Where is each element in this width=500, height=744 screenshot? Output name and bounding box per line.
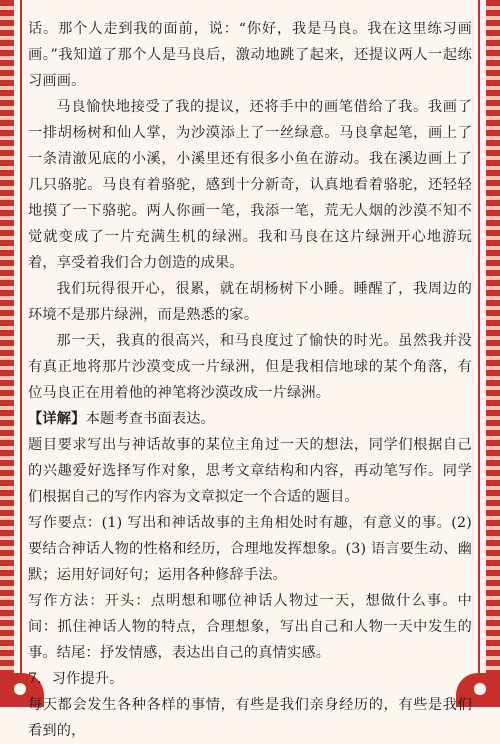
explanation-text: 本题考查书面表达。 — [85, 411, 216, 427]
story-paragraph-3: 我们玩得很开心，很累，就在胡杨树下小睡。睡醒了，我周边的环境不是那片绿洲，而是熟悉的家。 — [28, 281, 472, 323]
left-border-decoration — [0, 0, 14, 707]
story-paragraph-2: 马良愉快地接受了我的提议，还将手中的画笔借给了我。我画了一排胡杨树和仙人掌，为沙漠添上了一丝绿意。马良拿起笔，画上了一条清澈见底的小溪，小溪里还有很多小鱼在游动。我在溪边画上了几只骆驼。马良有着骆驼，感到十分新奇，认真地看着骆驼，还轻轻地摸了一下骆驼。两人你画一笔，我添一笔，荒无人烟的沙漠不知不觉就变成了一片充满生机的绿洲。我和马良在这片绿洲开心地游玩着，享受着我们合力创造的成果。 — [28, 99, 472, 271]
explanation-heading — [28, 406, 472, 432]
analysis-paragraph: 题目要求写出与神话故事的某位主角过一天的想法，同学们根据自己的兴趣爱好选择写作对象，思考文章结构和内容，再动笔写作。同学们根据自己的写作内容为文章拟定一个合适的题目。 — [28, 437, 472, 505]
explanation-label: 【详解】 — [28, 411, 86, 427]
writing-method-paragraph: 写作方法：开头：点明想和哪位神话人物过一天，想做什么事。中间：抓住神话人物的特点，合理想象，写出自己和人物一天中发生的事。结尾：抒发情感，表达出自己的真情实感。 — [28, 593, 472, 661]
writing-points-paragraph: 写作要点：(1) 写出和神话故事的主角相处时有趣，有意义的事。(2) 要结合神话人物的性格和经历，合理地发挥想象。(3) 语言要生动、幽默；运用好词好句；运用各种修辞手法。 — [28, 515, 472, 583]
question-heading: 7．习作提升。 — [28, 671, 124, 687]
right-border-decoration — [486, 0, 500, 707]
corner-dot-right — [474, 683, 486, 695]
question-text: 每天都会发生各种各样的事情，有些是我们亲身经历的，有些是我们看到的， — [28, 697, 472, 739]
corner-dot-left — [14, 683, 26, 695]
story-paragraph-4: 那一天，我真的很高兴，和马良度过了愉快的时光。虽然我并没有真正地将那片沙漠变成一片绿洲，但是我相信地球的某个角落，有位马良正在用着他的神笔将沙漠改成一片绿洲。 — [28, 333, 472, 401]
left-border-line — [20, 0, 22, 707]
story-paragraph-1: 话。那个人走到我的面前，说：“你好，我是马良。我在这里练习画画。”我知道了那个人是马良后，激动地跳了起来，还提议两人一起练习画画。 — [28, 21, 472, 89]
right-border-line — [478, 0, 480, 707]
document-body — [28, 16, 472, 744]
